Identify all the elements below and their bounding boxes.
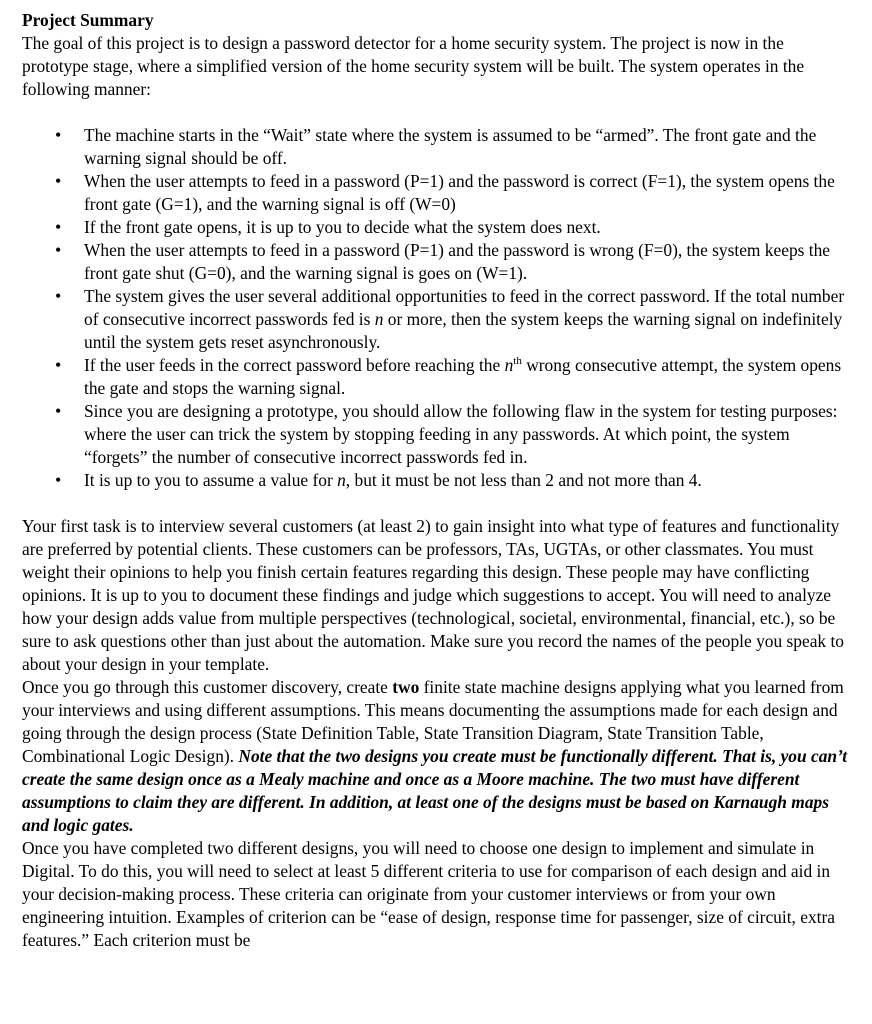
interview-paragraph: Your first task is to interview several customers (at least 2) to gain insight into what type of features and functionality are preferred by potential clients. These customers can be professors, TAs, UGTAs, or other classmates. You must weight their opinions to help you finish certain features regarding this design. These people may have conflicting opinions. It is up to you to document these findings and judge which suggestions to accept. You will need to analyze how your design adds value from multiple perspectives (technological, societal, environmental, financial, etc.), so be sure to ask questions other than just about the automation. Make sure you record the names of the people you speak to about your design in your template. [22,516,844,674]
section-title: Project Summary [22,10,154,30]
list-item: • When the user attempts to feed in a password (P=1) and the password is correct (F=1), the system opens the front gate (G=1), and the warning signal is off (W=0) [22,170,850,216]
criteria-paragraph: Once you have completed two different designs, you will need to choose one design to implement and simulate in Digital. To do this, you will need to select at least 5 different criteria to use for comparison of each design and aid in your decision-making process. These criteria can originate from your customer interviews or from your own engineering intuition. Examples of criterion can be “ease of design, response time for passenger, size of circuit, extra features.” Each criterion must be [22,838,835,950]
variable-n: n [504,355,514,375]
list-item: • If the front gate opens, it is up to you to decide what the system does next. [22,216,850,239]
emphasis-note: Note that the two designs you create must be functionally different. That is, you can’t create the same design once as a Mealy machine and once as a Moore machine. The two must have different assumptions to claim they are different. In addition, at least one of the designs must be based on Karnaugh maps and logic gates. [22,746,848,835]
list-item: • If the user feeds in the correct password before reaching the $n^{th}$ wrong consecutive attempt, the system opens the gate and stops the warning signal. [22,354,850,400]
paragraph-gap [22,492,850,515]
requirements-list [22,124,850,492]
list-item: • When the user attempts to feed in a password (P=1) and the password is wrong (F=0), the system keeps the front gate shut (G=0), and the warning signal is goes on (W=1). [22,239,850,285]
list-item: • The system gives the user several additional opportunities to feed in the correct password. If the total number of consecutive incorrect passwords fed is n or more, then the system keeps the warning signal on indefinitely until the system gets reset asynchronously. [22,285,850,354]
superscript-th: th [513,355,522,368]
list-item: • Since you are designing a prototype, you should allow the following flaw in the system for testing purposes: where the user can trick the system by stopping feeding in any passwords. At which point, the system “forgets” the number of consecutive incorrect passwords fed in. [22,400,850,469]
list-item: • It is up to you to assume a value for n, but it must be not less than 2 and not more than 4. [22,469,850,492]
list-item: • The machine starts in the “Wait” state where the system is assumed to be “armed”. The front gate and the warning signal should be off. [22,124,850,170]
variable-n: n [337,470,346,490]
variable-n: n [374,309,384,329]
design-paragraph: Once you go through this customer discovery, create two finite state machine designs applying what you learned from your interviews and using different assumptions. This means documenting the assumptions made for each design and going through the design process (State Definition Table, State Transition Diagram, State Transition Table, Combinational Logic Design). Note that the two designs you create must be functionally different. That is, you can’t create the same design once as a Mealy machine and once as a Moore machine. The two must have different assumptions to claim they are different. In addition, at least one of the designs must be based on Karnaugh maps and logic gates. [22,677,848,835]
intro-paragraph: The goal of this project is to design a password detector for a home security system. The project is now in the prototype stage, where a simplified version of the home security system will be built. The system operates in the following manner: [22,33,805,99]
